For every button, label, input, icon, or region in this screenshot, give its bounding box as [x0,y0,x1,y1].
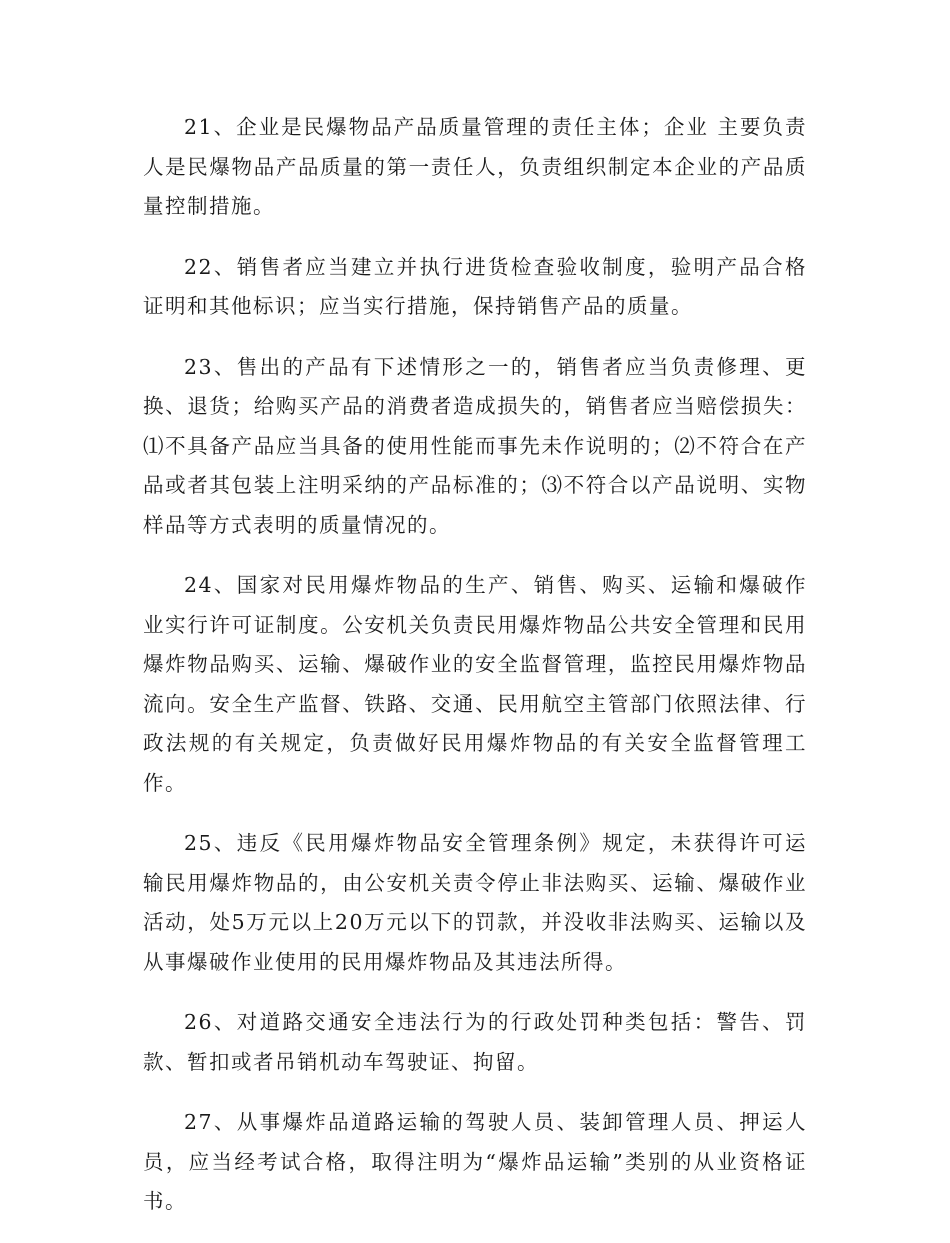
paragraph-26: 26、对道路交通安全违法行为的行政处罚种类包括：警告、罚款、暂扣或者吊销机动车驾驶证、拘留。 [143,1010,807,1074]
paragraph-22: 22、销售者应当建立并执行进货检查验收制度，验明产品合格证明和其他标识；应当实行措施，保持销售产品的质量。 [143,254,807,318]
paragraph-21: 21、企业是民爆物品产品质量管理的责任主体；企业 主要负责人是民爆物品产品质量的第一责任人，负责组织制定本企业的产品质量控制措施。 [143,115,807,218]
paragraph-25: 25、违反《民用爆炸物品安全管理条例》规定，未获得许可运输民用爆炸物品的，由公安机关责令停止非法购买、运输、爆破作业活动，处5万元以上20万元以下的罚款，并没收非法购买、运输以及从事爆破作业使用的民用爆炸物品及其违法所得。 [143,831,807,974]
paragraph-24: 24、国家对民用爆炸物品的生产、销售、购买、运输和爆破作业实行许可证制度。公安机关负责民用爆炸物品公共安全管理和民用爆炸物品购买、运输、爆破作业的安全监督管理，监控民用爆炸物品流向。安全生产监督、铁路、交通、民用航空主管部门依照法律、行政法规的有关规定，负责做好民用爆炸物品的有关安全监督管理工作。 [143,573,807,795]
document-body [143,108,807,1243]
paragraph-27: 27、从事爆炸品道路运输的驾驶人员、装卸管理人员、押运人员，应当经考试合格，取得注明为“爆炸品运输”类别的从业资格证书。 [143,1110,807,1213]
paragraph-23: 23、售出的产品有下述情形之一的，销售者应当负责修理、更换、退货；给购买产品的消费者造成损失的，销售者应当赔偿损失：⑴不具备产品应当具备的使用性能而事先未作说明的；⑵不符合在产品或者其包装上注明采纳的产品标准的；⑶不符合以产品说明、实物样品等方式表明的质量情况的。 [143,354,807,537]
